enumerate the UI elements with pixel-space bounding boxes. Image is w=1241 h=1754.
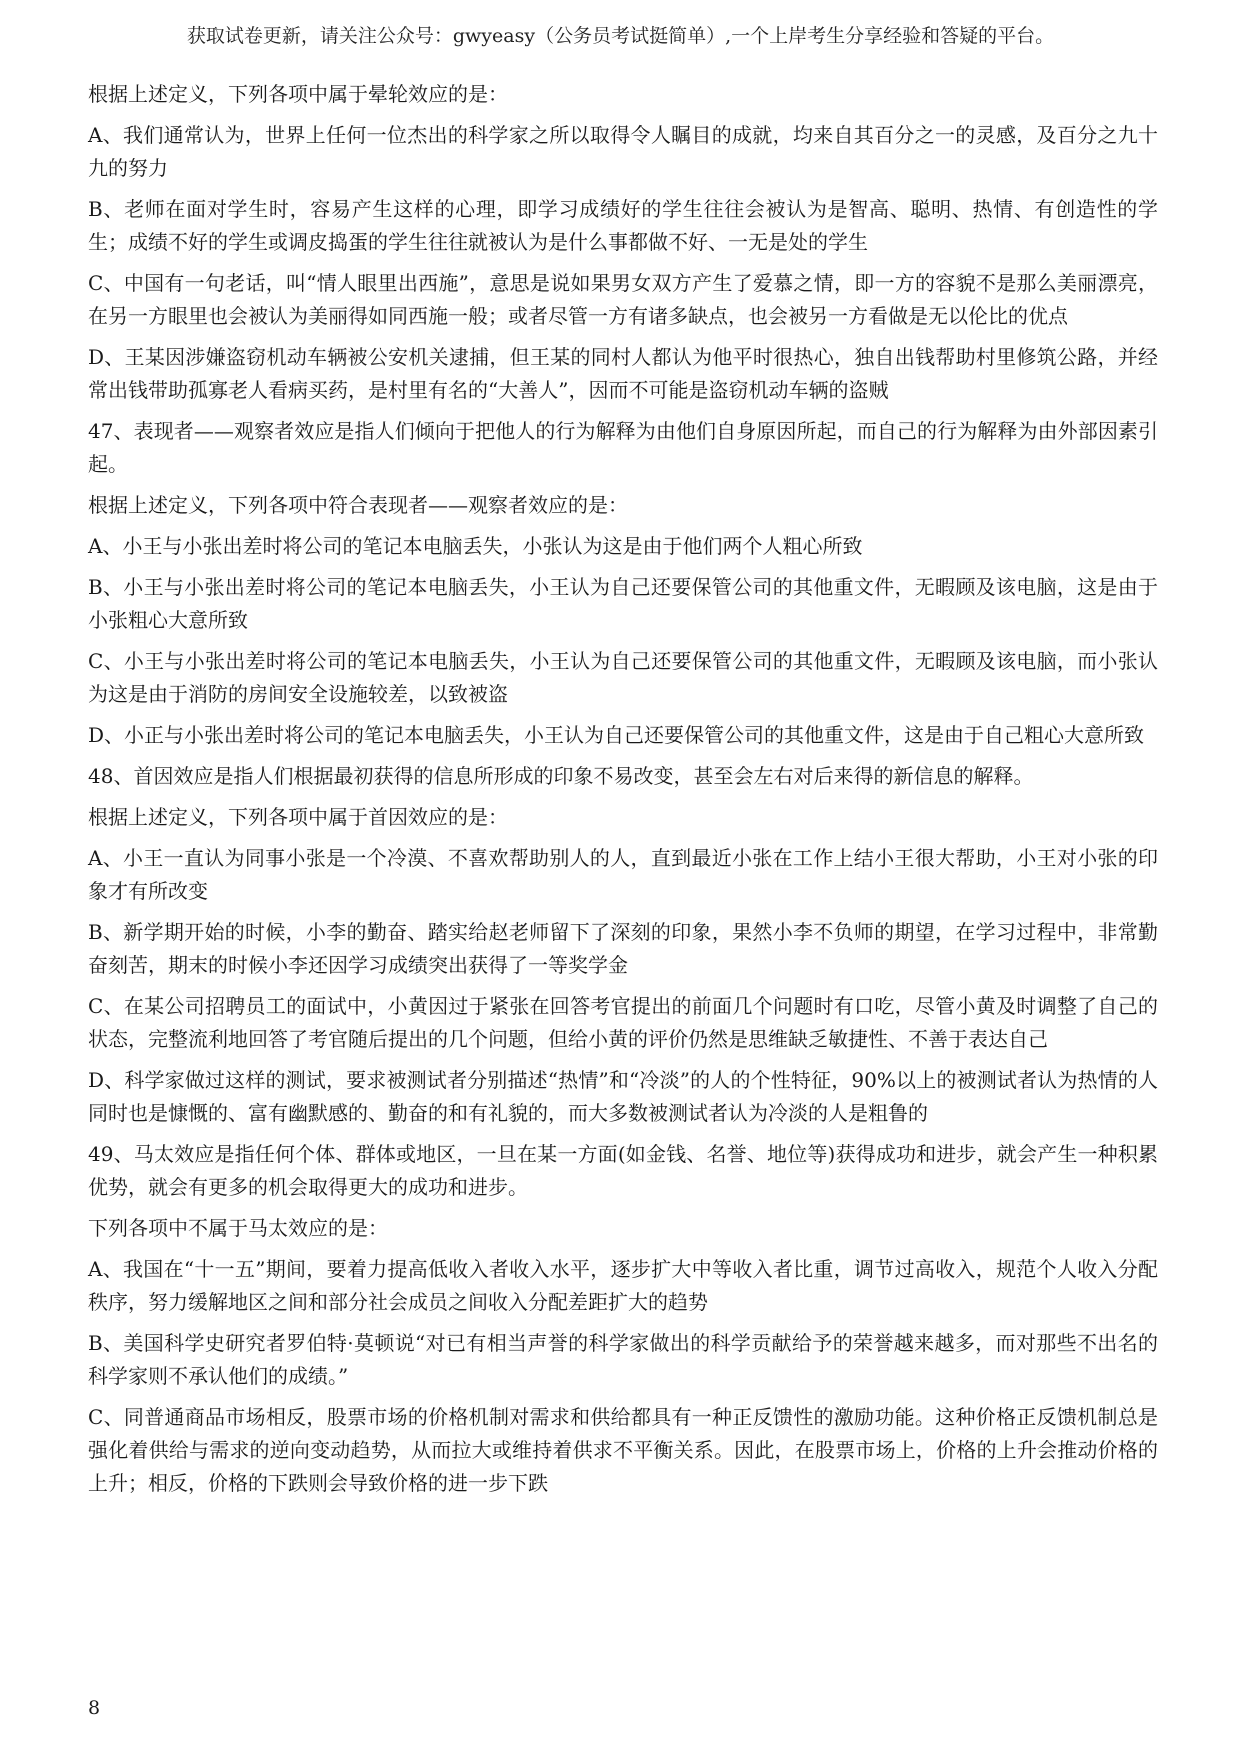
document-body [88, 78, 1158, 1508]
question-47-definition: 47、表现者——观察者效应是指人们倾向于把他人的行为解释为由他们自身原因所起，而自己的行为解释为由外部因素引起。 [88, 419, 1158, 476]
question-47-prompt: 根据上述定义，下列各项中符合表现者——观察者效应的是： [88, 493, 628, 517]
page-header: 获取试卷更新，请关注公众号：gwyeasy（公务员考试挺简单）,一个上岸考生分享经验和答疑的平台。 [186, 25, 1055, 47]
question-48-prompt: 根据上述定义，下列各项中属于首因效应的是： [88, 805, 508, 829]
question-47-option-a: A、小王与小张出差时将公司的笔记本电脑丢失，小张认为这是由于他们两个人粗心所致 [88, 534, 863, 558]
question-48-option-b: B、新学期开始的时候，小李的勤奋、踏实给赵老师留下了深刻的印象，果然小李不负师的期望，在学习过程中，非常勤奋刻苦，期末的时候小李还因学习成绩突出获得了一等奖学金 [88, 920, 1158, 977]
question-48-option-d: D、科学家做过这样的测试，要求被测试者分别描述“热情”和“冷淡”的人的个性特征，90%以上的被测试者认为热情的人同时也是慷慨的、富有幽默感的、勤奋的和有礼貌的，而大多数被测试者认为冷淡的人是粗鲁的 [88, 1068, 1158, 1125]
page-number: 8 [88, 1697, 101, 1719]
question-48-option-c: C、在某公司招聘员工的面试中，小黄因过于紧张在回答考官提出的前面几个问题时有口吃，尽管小黄及时调整了自己的状态，完整流利地回答了考官随后提出的几个问题，但给小黄的评价仍然是思维缺乏敏捷性、不善于表达自己 [88, 994, 1158, 1051]
question-48-definition: 48、首因效应是指人们根据最初获得的信息所形成的印象不易改变，甚至会左右对后来得的新信息的解释。 [88, 764, 1034, 788]
question-46-prompt: 根据上述定义，下列各项中属于晕轮效应的是： [88, 82, 508, 106]
question-49-prompt: 下列各项中不属于马太效应的是： [88, 1216, 388, 1240]
question-46-option-b: B、老师在面对学生时，容易产生这样的心理，即学习成绩好的学生往往会被认为是智高、聪明、热情、有创造性的学生；成绩不好的学生或调皮捣蛋的学生往往就被认为是什么事都做不好、一无是处的学生 [88, 197, 1158, 254]
question-47-option-d: D、小正与小张出差时将公司的笔记本电脑丢失，小王认为自己还要保管公司的其他重文件，这是由于自己粗心大意所致 [88, 723, 1145, 747]
question-49-option-a: A、我国在“十一五”期间，要着力提高低收入者收入水平，逐步扩大中等收入者比重，调节过高收入，规范个人收入分配秩序，努力缓解地区之间和部分社会成员之间收入分配差距扩大的趋势 [88, 1257, 1158, 1314]
question-47-option-b: B、小王与小张出差时将公司的笔记本电脑丢失，小王认为自己还要保管公司的其他重文件，无暇顾及该电脑，这是由于小张粗心大意所致 [88, 575, 1158, 632]
question-46-option-c: C、中国有一句老话，叫“情人眼里出西施”，意思是说如果男女双方产生了爱慕之情，即一方的容貌不是那么美丽漂亮，在另一方眼里也会被认为美丽得如同西施一般；或者尽管一方有诸多缺点，也会被另一方看做是无以伦比的优点 [88, 271, 1158, 328]
question-46-option-d: D、王某因涉嫌盗窃机动车辆被公安机关逮捕，但王某的同村人都认为他平时很热心，独自出钱帮助村里修筑公路，并经常出钱带助孤寡老人看病买药，是村里有名的“大善人”，因而不可能是盗窃机动车辆的盗贼 [88, 345, 1158, 402]
question-47-option-c: C、小王与小张出差时将公司的笔记本电脑丢失，小王认为自己还要保管公司的其他重文件，无暇顾及该电脑，而小张认为这是由于消防的房间安全设施较差，以致被盗 [88, 649, 1158, 706]
question-49-option-b: B、美国科学史研究者罗伯特·莫顿说“对已有相当声誉的科学家做出的科学贡献给予的荣誉越来越多，而对那些不出名的科学家则不承认他们的成绩。” [88, 1331, 1158, 1388]
question-49-option-c: C、同普通商品市场相反，股票市场的价格机制对需求和供给都具有一种正反馈性的激励功能。这种价格正反馈机制总是强化着供给与需求的逆向变动趋势，从而拉大或维持着供求不平衡关系。因此，在股票市场上，价格的上升会推动价格的上升；相反，价格的下跌则会导致价格的进一步下跌 [88, 1405, 1158, 1495]
question-46-option-a: A、我们通常认为，世界上任何一位杰出的科学家之所以取得令人瞩目的成就，均来自其百分之一的灵感，及百分之九十九的努力 [88, 123, 1158, 180]
question-49-definition: 49、马太效应是指任何个体、群体或地区，一旦在某一方面(如金钱、名誉、地位等)获得成功和进步，就会产生一种积累优势，就会有更多的机会取得更大的成功和进步。 [88, 1142, 1158, 1199]
question-48-option-a: A、小王一直认为同事小张是一个冷漠、不喜欢帮助别人的人，直到最近小张在工作上结小王很大帮助，小王对小张的印象才有所改变 [88, 846, 1158, 903]
